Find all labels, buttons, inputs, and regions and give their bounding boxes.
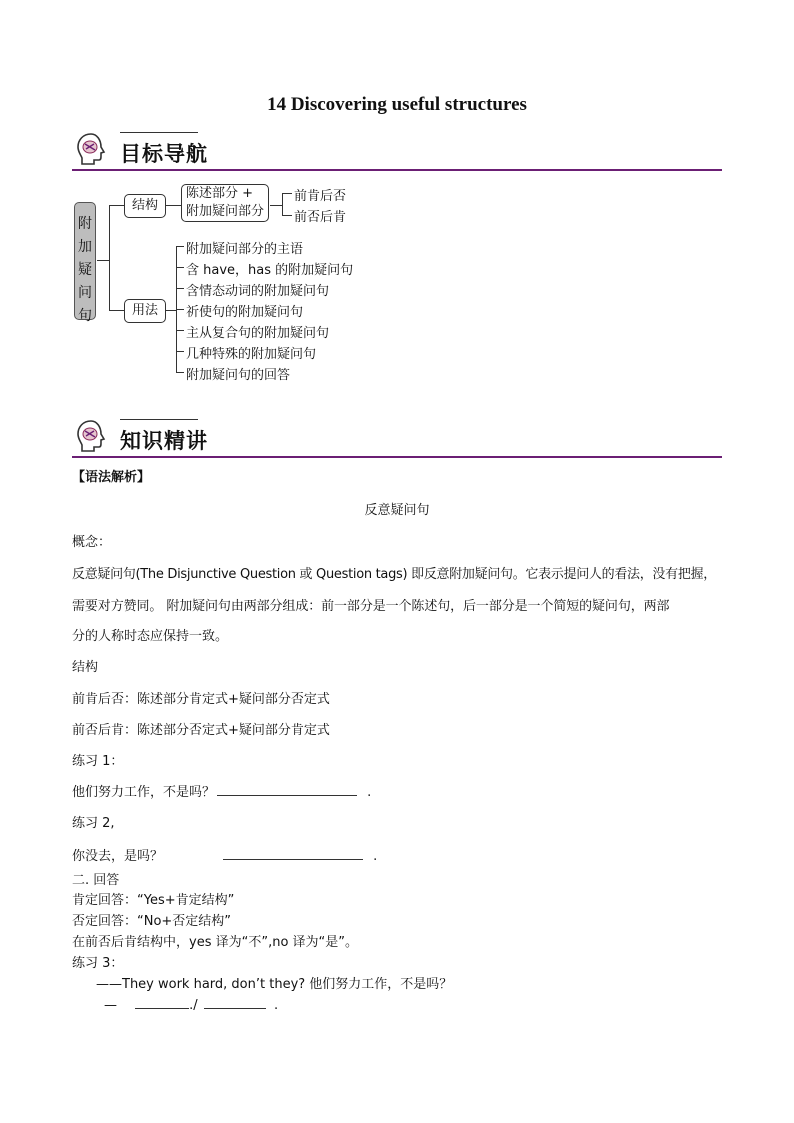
connector <box>282 215 292 216</box>
section-rule <box>72 456 722 458</box>
exercise-question <box>72 781 371 800</box>
root-char: 附 <box>78 216 92 232</box>
structure-node-line: 陈述部分 + <box>186 186 254 201</box>
branch-structure: 结构 <box>124 194 166 218</box>
connector <box>97 260 109 261</box>
exercise-label: 练习 3： <box>72 956 124 971</box>
answer-blank[interactable] <box>204 996 266 1009</box>
head-bulb-icon <box>76 419 106 453</box>
connector <box>176 267 184 268</box>
structure-node <box>181 184 269 222</box>
connector <box>109 310 124 311</box>
rule-line: 前肯后否：陈述部分肯定式+疑问部分否定式 <box>72 692 330 707</box>
topic-heading: 反意疑问句 <box>364 503 430 518</box>
concept-paragraph-line: 反意疑问句(The Disjunctive Question 或 Question tags) 即反意附加疑问句。它表示提问人的看法，没有把握， <box>72 567 716 582</box>
answer-heading: 二. 回答 <box>72 873 120 888</box>
connector <box>176 351 184 352</box>
leaf: 前否后肯 <box>294 210 347 225</box>
connector <box>176 372 184 373</box>
rule-line: 前否后肯：陈述部分否定式+疑问部分肯定式 <box>72 723 330 738</box>
exercise-dialogue: ——They work hard, don’t they? 他们努力工作，不是吗？ <box>96 977 453 992</box>
mindmap-root <box>74 202 96 324</box>
leaf: 祈使句的附加疑问句 <box>186 305 304 320</box>
leaf: 附加疑问句的回答 <box>186 368 291 383</box>
leaf: 含 have，has 的附加疑问句 <box>186 263 354 278</box>
concept-label: 概念： <box>72 535 112 550</box>
branch-usage: 用法 <box>124 299 166 323</box>
grammar-tag: 【语法解析】 <box>72 470 151 485</box>
leaf: 含情态动词的附加疑问句 <box>186 284 330 299</box>
exercise-question-text: 他们努力工作，不是吗？ <box>72 785 216 800</box>
section-title: 知识精讲 <box>120 429 208 453</box>
section-header-knowledge <box>72 417 722 461</box>
exercise-question <box>72 845 377 864</box>
connector <box>282 193 283 215</box>
connector <box>109 205 110 310</box>
connector <box>176 288 184 289</box>
leaf: 主从复合句的附加疑问句 <box>186 326 330 341</box>
head-bulb-icon <box>76 132 106 166</box>
blank-period: . <box>273 998 279 1013</box>
header-accent-line <box>120 132 198 133</box>
structure-label: 结构 <box>72 660 99 675</box>
connector <box>109 205 124 206</box>
connector <box>165 310 176 311</box>
exercise-label: 练习 2, <box>72 816 115 831</box>
connector <box>176 309 184 310</box>
concept-paragraph-line: 需要对方赞同。 附加疑问句由两部分组成：前一部分是一个陈述句，后一部分是一个简短的疑问句，两部 <box>72 599 670 614</box>
leaf: 前肯后否 <box>294 189 347 204</box>
connector <box>176 246 184 247</box>
structure-node-line: 附加疑问部分 <box>186 204 265 219</box>
concept-paragraph-line: 分的人称时态应保持一致。 <box>72 629 229 644</box>
dash: — <box>104 998 117 1013</box>
leaf: 几种特殊的附加疑问句 <box>186 347 317 362</box>
answer-rule: 肯定回答：“Yes+肯定结构” <box>72 893 235 908</box>
section-header-goals <box>72 130 722 174</box>
section-rule <box>72 169 722 171</box>
answer-rule: 否定回答：“No+否定结构” <box>72 914 232 929</box>
exercise-label: 练习 1： <box>72 754 124 769</box>
header-accent-line <box>120 419 198 420</box>
page-title: 14 Discovering useful structures <box>267 94 527 115</box>
separator: ./ <box>189 998 198 1013</box>
leaf: 附加疑问部分的主语 <box>186 242 304 257</box>
connector <box>270 205 282 206</box>
connector <box>282 193 292 194</box>
answer-note: 在前否后肯结构中，yes 译为“不”,no 译为“是”。 <box>72 935 358 950</box>
blank-period: . <box>367 785 372 800</box>
exercise-question-text: 你没去，是吗？ <box>72 849 164 864</box>
answer-blank[interactable] <box>223 847 363 860</box>
connector <box>165 205 181 206</box>
exercise-answer-line <box>104 996 278 1013</box>
section-title: 目标导航 <box>120 142 208 166</box>
blank-period: . <box>373 849 378 864</box>
root-char: 问 <box>78 285 92 301</box>
connector <box>176 330 184 331</box>
root-char: 加 <box>78 239 92 255</box>
answer-blank[interactable] <box>135 996 189 1009</box>
answer-blank[interactable] <box>217 783 357 796</box>
root-char: 句 <box>78 308 92 324</box>
root-char: 疑 <box>78 262 92 278</box>
